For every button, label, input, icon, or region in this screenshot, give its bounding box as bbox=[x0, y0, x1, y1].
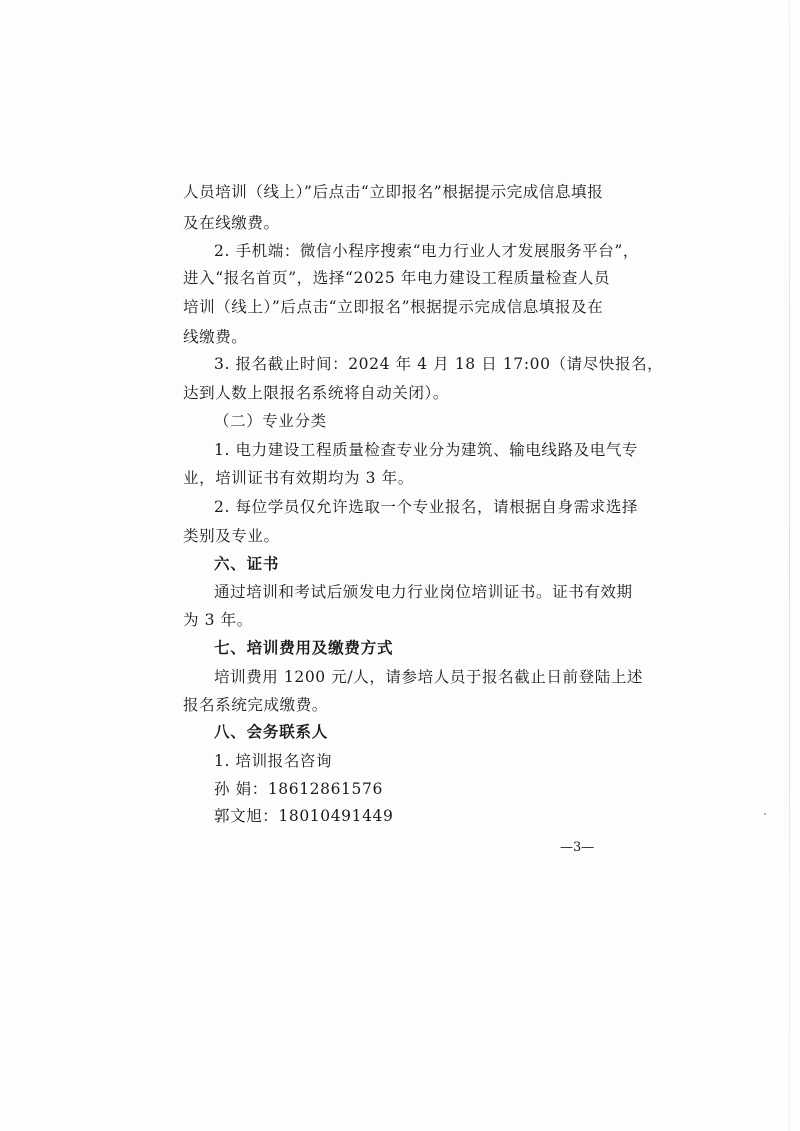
text-line-19: 报名系统完成缴费。 bbox=[183, 696, 328, 714]
text-line-10: 1. 电力建设工程质量检查专业分为建筑、输电线路及电气专 bbox=[214, 441, 639, 459]
contact-sun-juan: 孙 娟：18612861576 bbox=[214, 780, 383, 798]
section-heading-certificate: 六、证书 bbox=[214, 555, 280, 573]
text-line-2: 及在线缴费。 bbox=[183, 214, 280, 232]
text-line-13: 类别及专业。 bbox=[183, 527, 280, 545]
text-line-4: 进入“报名首页”，选择“2025 年电力建设工程质量检查人员 bbox=[183, 269, 611, 287]
text-line-15: 通过培训和考试后颁发电力行业岗位培训证书。证书有效期 bbox=[214, 583, 633, 601]
scan-edge-shadow bbox=[789, 0, 790, 1131]
section-heading-contacts: 八、会务联系人 bbox=[214, 723, 329, 741]
text-line-3: 2. 手机端：微信小程序搜索“电力行业人才发展服务平台”， bbox=[214, 242, 639, 260]
text-line-18: 培训费用 1200 元/人，请参培人员于报名截止日前登陆上述 bbox=[214, 668, 644, 686]
text-line-1: 人员培训（线上）”后点击“立即报名”根据提示完成信息填报 bbox=[183, 183, 604, 201]
text-line-11: 业，培训证书有效期均为 3 年。 bbox=[183, 469, 414, 487]
text-line-7: 3. 报名截止时间：2024 年 4 月 18 日 17:00（请尽快报名， bbox=[214, 355, 664, 373]
scan-speck bbox=[764, 813, 766, 815]
text-line-6: 线缴费。 bbox=[183, 328, 248, 346]
text-line-16: 为 3 年。 bbox=[183, 611, 253, 629]
text-line-5: 培训（线上）”后点击“立即报名”根据提示完成信息填报及在 bbox=[183, 298, 604, 316]
section-heading-fees: 七、培训费用及缴费方式 bbox=[214, 639, 394, 657]
subheading-professional-categories: （二）专业分类 bbox=[214, 412, 327, 430]
text-line-8: 达到人数上限报名系统将自动关闭）。 bbox=[183, 384, 449, 402]
text-line-21: 1. 培训报名咨询 bbox=[214, 752, 333, 770]
page-number: —3— bbox=[560, 840, 595, 855]
contact-guo-wenxu: 郭文旭：18010491449 bbox=[214, 807, 394, 825]
text-line-12: 2. 每位学员仅允许选取一个专业报名，请根据自身需求选择 bbox=[214, 498, 639, 516]
